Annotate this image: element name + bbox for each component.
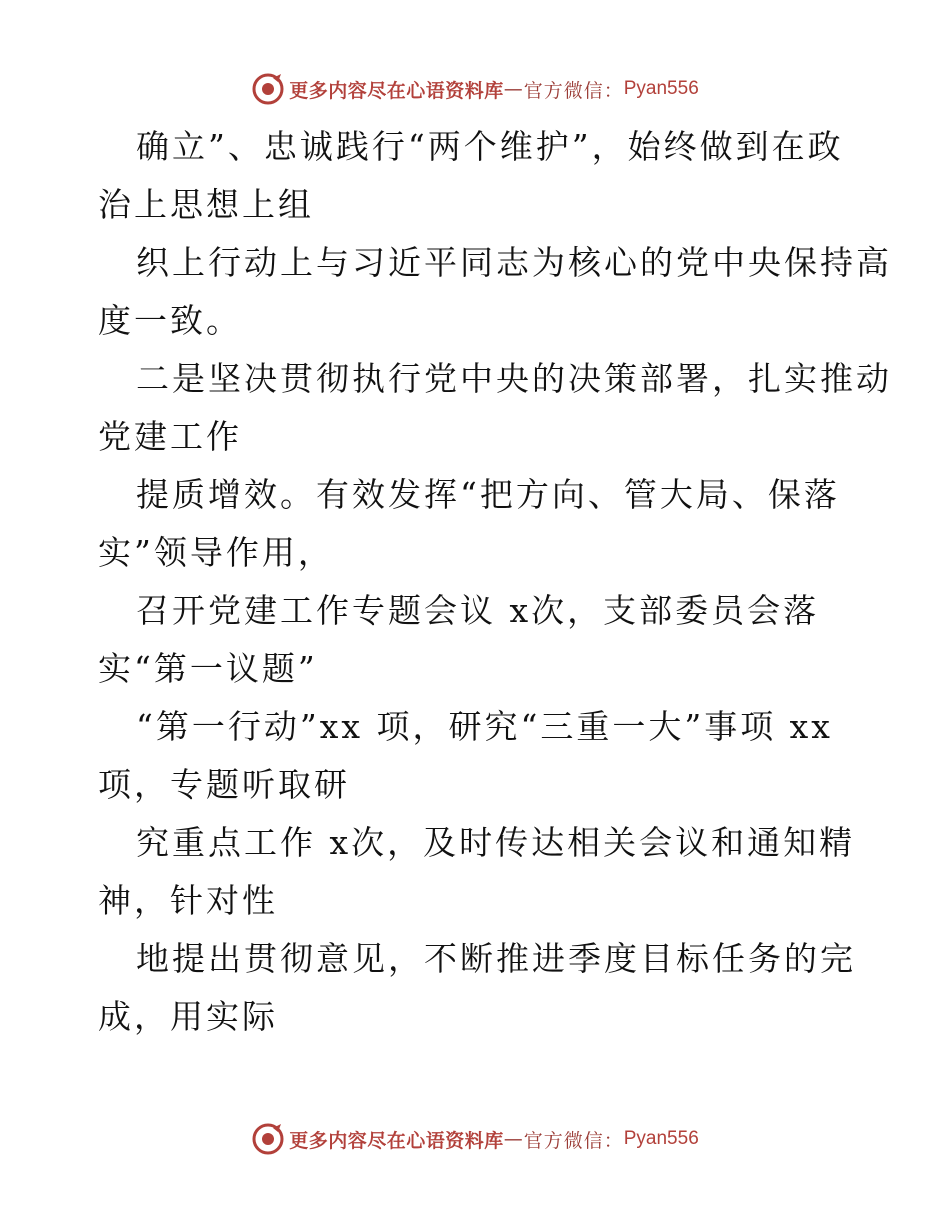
logo-icon xyxy=(251,1122,285,1156)
body-line: 神，针对性 xyxy=(98,881,278,920)
footer-watermark xyxy=(0,1122,950,1156)
body-line: 召开党建工作专题会议 x次，支部委员会落 xyxy=(136,591,820,630)
document-body xyxy=(98,118,892,1046)
body-line: 提质增效。有效发挥“把方向、管大局、保落 xyxy=(136,475,840,514)
watermark-sub-text: 官方微信： xyxy=(523,1129,624,1152)
body-line: 度一致。 xyxy=(98,301,242,340)
body-line: 成，用实际 xyxy=(98,997,278,1036)
watermark-id: Pyan556 xyxy=(623,1128,699,1149)
body-line: 地提出贯彻意见，不断推进季度目标任务的完 xyxy=(136,939,856,978)
body-line: 织上行动上与习近平同志为核心的党中央保持高 xyxy=(136,243,892,282)
body-line: 二是坚决贯彻执行党中央的决策部署，扎实推动 xyxy=(136,359,892,398)
watermark-id: Pyan556 xyxy=(623,78,699,99)
watermark-sub-text: 官方微信： xyxy=(523,79,624,102)
body-line: 党建工作 xyxy=(98,417,242,456)
body-line: 究重点工作 x次，及时传达相关会议和通知精 xyxy=(136,823,856,862)
body-line: 治上思想上组 xyxy=(98,185,314,224)
logo-icon xyxy=(251,72,285,106)
watermark-separator: — xyxy=(503,1128,524,1150)
body-line: “第一行动”xx 项，研究“三重一大”事项 xx xyxy=(136,707,833,746)
body-line: 实“第一议题” xyxy=(98,649,318,688)
body-line: 确立”、忠诚践行“两个维护”，始终做到在政 xyxy=(136,127,844,166)
watermark-main-text: 更多内容尽在心语资料库 xyxy=(289,1129,504,1152)
watermark-separator: — xyxy=(503,78,524,100)
body-line: 实”领导作用， xyxy=(98,533,334,572)
watermark-main-text: 更多内容尽在心语资料库 xyxy=(289,79,504,102)
body-line: 项，专题听取研 xyxy=(98,765,350,804)
header-watermark xyxy=(0,72,950,106)
